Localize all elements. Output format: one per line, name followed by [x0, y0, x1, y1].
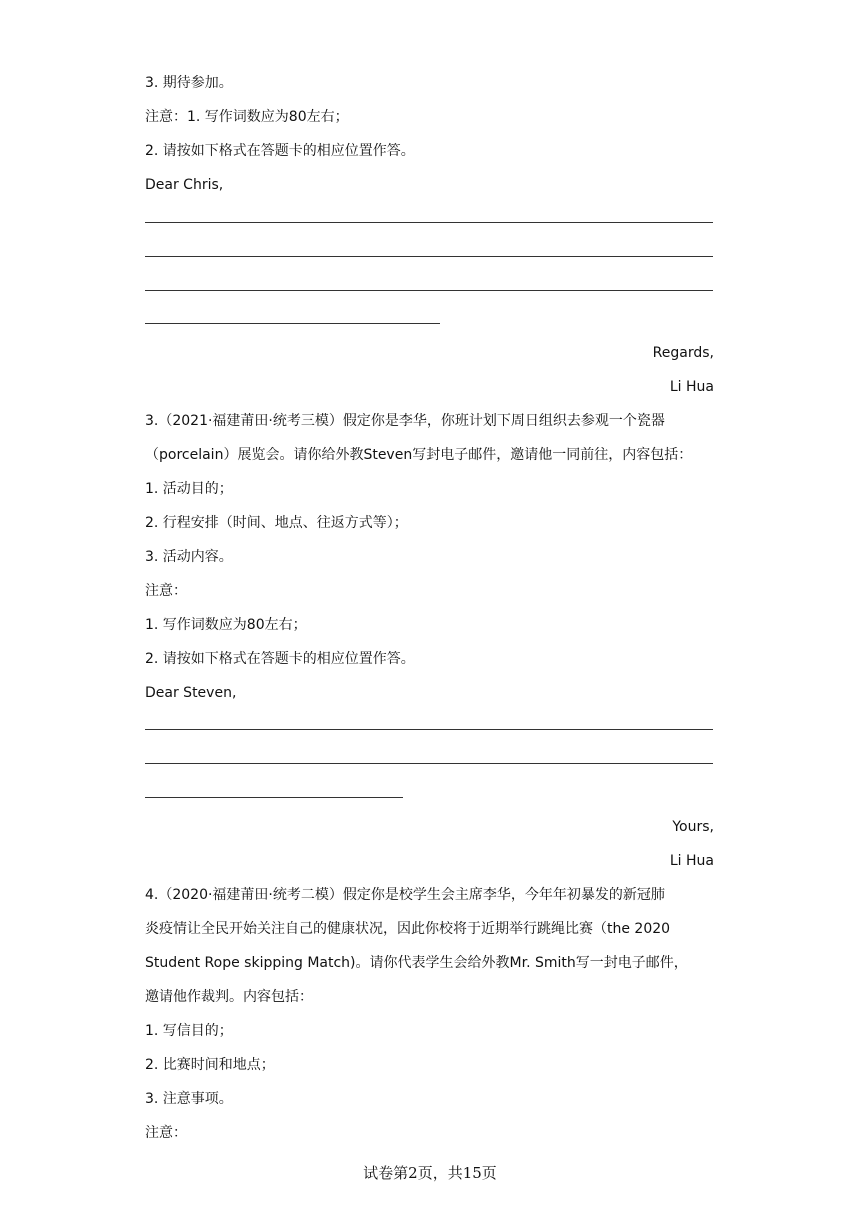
- note-label: 注意：: [145, 583, 187, 599]
- note-label: 注意：: [145, 1125, 187, 1141]
- answer-line: [145, 222, 713, 223]
- page-footer: 试卷第2页，共15页: [363, 1164, 497, 1182]
- signature: Li Hua: [669, 853, 714, 869]
- question-intro: 邀请他作裁判。内容包括：: [145, 989, 313, 1005]
- list-item: 3. 活动内容。: [145, 549, 233, 565]
- answer-line: [145, 290, 713, 291]
- list-item: 2. 行程安排（时间、地点、往返方式等）；: [145, 515, 408, 531]
- text-line: 注意：1. 写作词数应为80左右；: [145, 109, 349, 125]
- salutation: Dear Steven,: [145, 685, 237, 701]
- answer-line: [145, 256, 713, 257]
- question-intro: 炎疫情让全民开始关注自己的健康状况，因此你校将于近期举行跳绳比赛（the 2020: [145, 921, 671, 937]
- answer-line: [145, 797, 403, 798]
- salutation: Dear Chris,: [145, 177, 224, 193]
- signature: Li Hua: [669, 379, 714, 395]
- answer-line: [145, 323, 440, 324]
- text-line: 3. 期待参加。: [145, 75, 233, 91]
- closing: Yours,: [672, 819, 714, 835]
- question-intro: Student Rope skipping Match)。请你代表学生会给外教Mr. Smith写一封电子邮件，: [145, 955, 688, 971]
- question-intro: 4.（2020·福建莆田·统考二模）假定你是校学生会主席李华，今年年初暴发的新冠肺: [145, 887, 665, 903]
- list-item: 2. 请按如下格式在答题卡的相应位置作答。: [145, 651, 415, 667]
- question-intro: （porcelain）展览会。请你给外教Steven写封电子邮件，邀请他一同前往，内容包括：: [145, 447, 693, 463]
- list-item: 1. 写作词数应为80左右；: [145, 617, 307, 633]
- text-line: 2. 请按如下格式在答题卡的相应位置作答。: [145, 143, 415, 159]
- answer-line: [145, 763, 713, 764]
- answer-line: [145, 729, 713, 730]
- list-item: 1. 活动目的；: [145, 481, 233, 497]
- question-intro: 3.（2021·福建莆田·统考三模）假定你是李华，你班计划下周日组织去参观一个瓷器: [145, 413, 665, 429]
- list-item: 1. 写信目的；: [145, 1023, 233, 1039]
- list-item: 3. 注意事项。: [145, 1091, 233, 1107]
- closing: Regards,: [652, 345, 714, 361]
- list-item: 2. 比赛时间和地点；: [145, 1057, 275, 1073]
